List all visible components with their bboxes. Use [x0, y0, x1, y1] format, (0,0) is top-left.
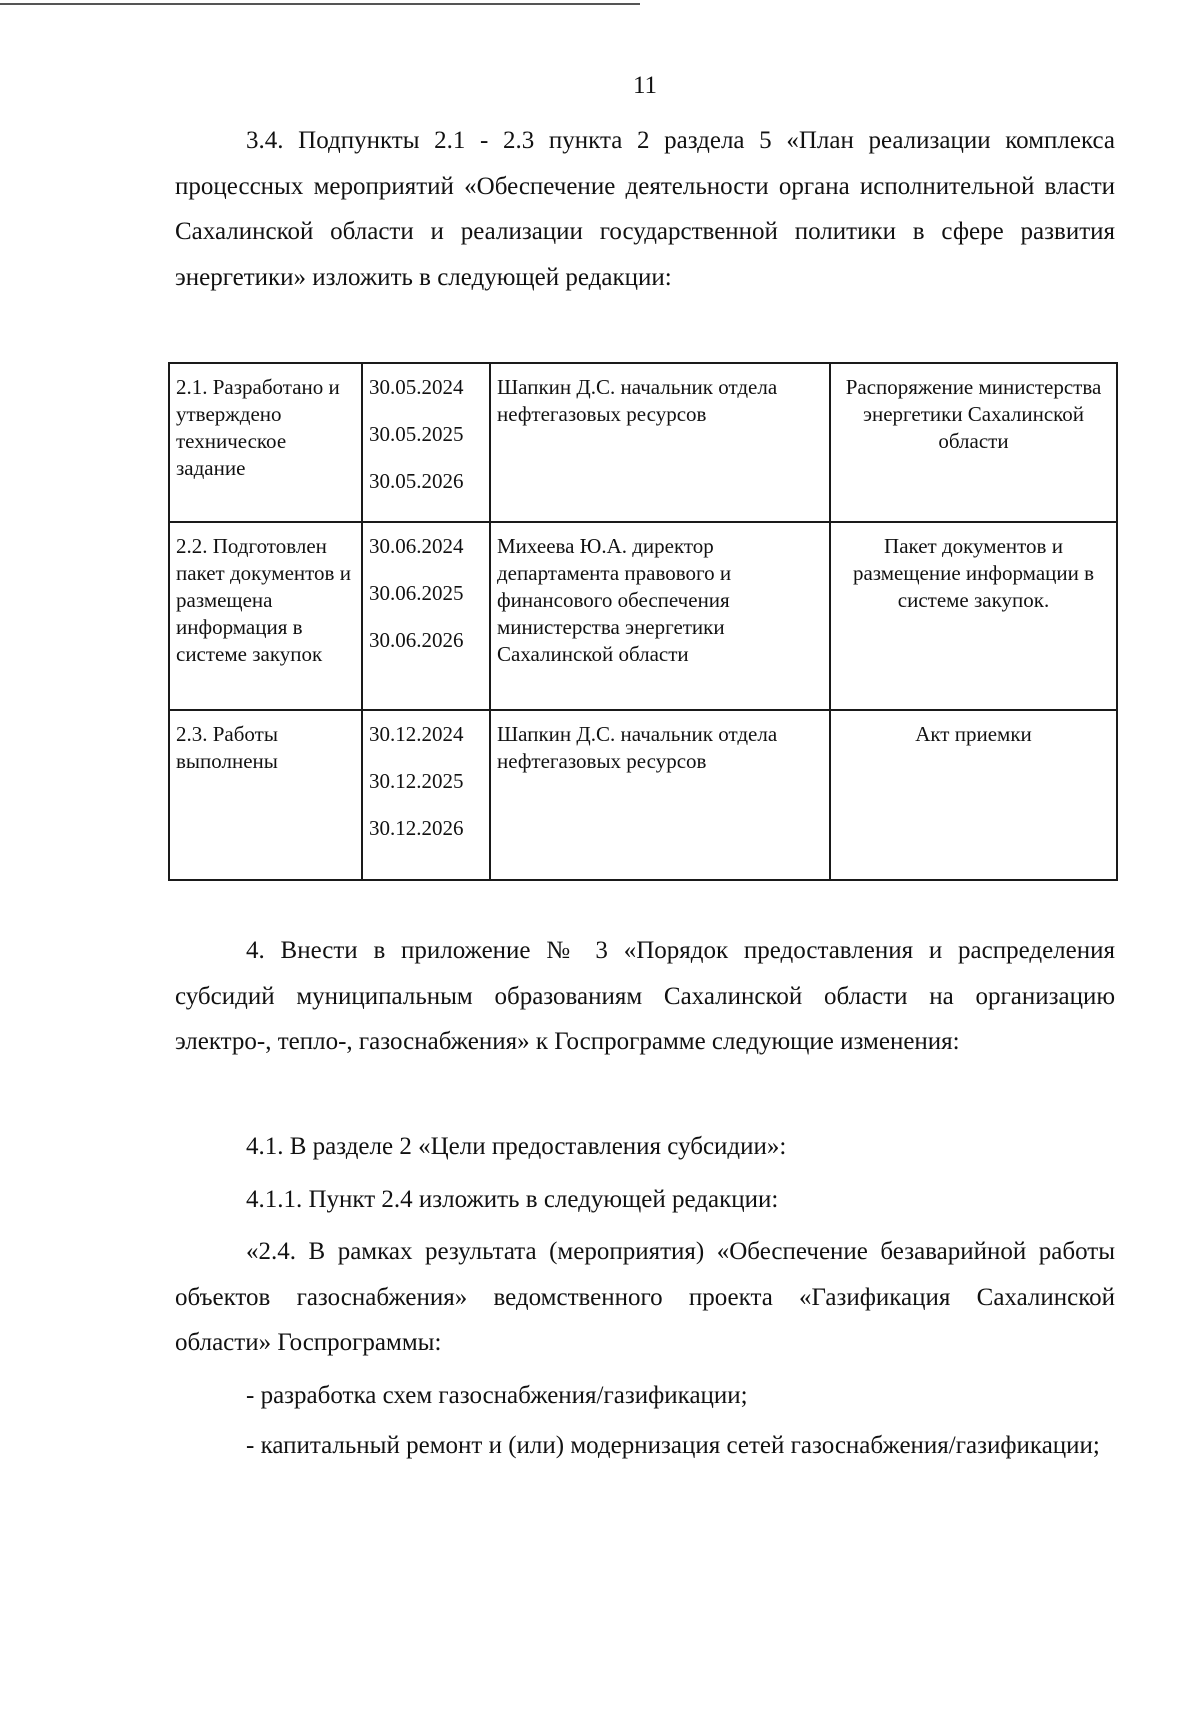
responsible-cell: Шапкин Д.С. начальник отдела нефтегазовых ресурсов: [490, 363, 830, 522]
dates-cell: [362, 363, 490, 522]
task-cell: 2.2. Подготовлен пакет документов и размещена информация в системе закупок: [169, 522, 362, 710]
date-value: 30.05.2024: [369, 375, 464, 399]
date-value: 30.05.2026: [369, 469, 464, 493]
document-cell: Пакет документов и размещение информации в системе закупок.: [830, 522, 1117, 710]
list-item: - разработка схем газоснабжения/газификации;: [246, 1382, 748, 1409]
date-value: 30.05.2025: [369, 422, 464, 446]
list-item: - капитальный ремонт и (или) модернизация сетей газоснабжения/газификации;: [246, 1432, 1100, 1459]
dates-cell: [362, 710, 490, 880]
paragraph-2-4: «2.4. В рамках результата (мероприятия) «Обеспечение безаварийной работы объектов газоснабжения» ведомственного проекта «Газификация Сахалинской области» Госпрограммы:: [175, 1238, 1115, 1356]
date-value: 30.06.2025: [369, 581, 464, 605]
paragraph-4-1-1: 4.1.1. Пункт 2.4 изложить в следующей редакции:: [246, 1186, 779, 1213]
table-row: [169, 363, 1117, 522]
date-value: 30.12.2025: [369, 769, 464, 793]
document-cell: Распоряжение министерства энергетики Сахалинской области: [830, 363, 1117, 522]
date-value: 30.06.2024: [369, 534, 464, 558]
paragraph-4-1: 4.1. В разделе 2 «Цели предоставления субсидии»:: [246, 1133, 787, 1160]
task-cell: 2.1. Разработано и утверждено техническое задание: [169, 363, 362, 522]
responsible-cell: Шапкин Д.С. начальник отдела нефтегазовых ресурсов: [490, 710, 830, 880]
paragraph-4: 4. Внести в приложение № 3 «Порядок предоставления и распределения субсидий муниципальным образованиям Сахалинской области на организацию электро-, тепло-, газоснабжения» к Госпрограмме следующие изменения:: [175, 937, 1115, 1055]
date-value: 30.12.2026: [369, 816, 464, 840]
dates-cell: [362, 522, 490, 710]
implementation-plan-table: [168, 362, 1118, 881]
document-cell: Акт приемки: [830, 710, 1117, 880]
date-value: 30.06.2026: [369, 628, 464, 652]
date-value: 30.12.2024: [369, 722, 464, 746]
table-row: [169, 522, 1117, 710]
page-number: 11: [632, 72, 658, 99]
task-cell: 2.3. Работы выполнены: [169, 710, 362, 880]
table-row: [169, 710, 1117, 880]
responsible-cell: Михеева Ю.А. директор департамента правового и финансового обеспечения министерства энергетики Сахалинской области: [490, 522, 830, 710]
paragraph-3-4: 3.4. Подпункты 2.1 - 2.3 пункта 2 раздела 5 «План реализации комплекса процессных мероприятий «Обеспечение деятельности органа исполнительной власти Сахалинской области и реализации государственной политики в сфере развития энергетики» изложить в следующей редакции:: [175, 127, 1115, 291]
top-edge-line: [0, 3, 640, 5]
